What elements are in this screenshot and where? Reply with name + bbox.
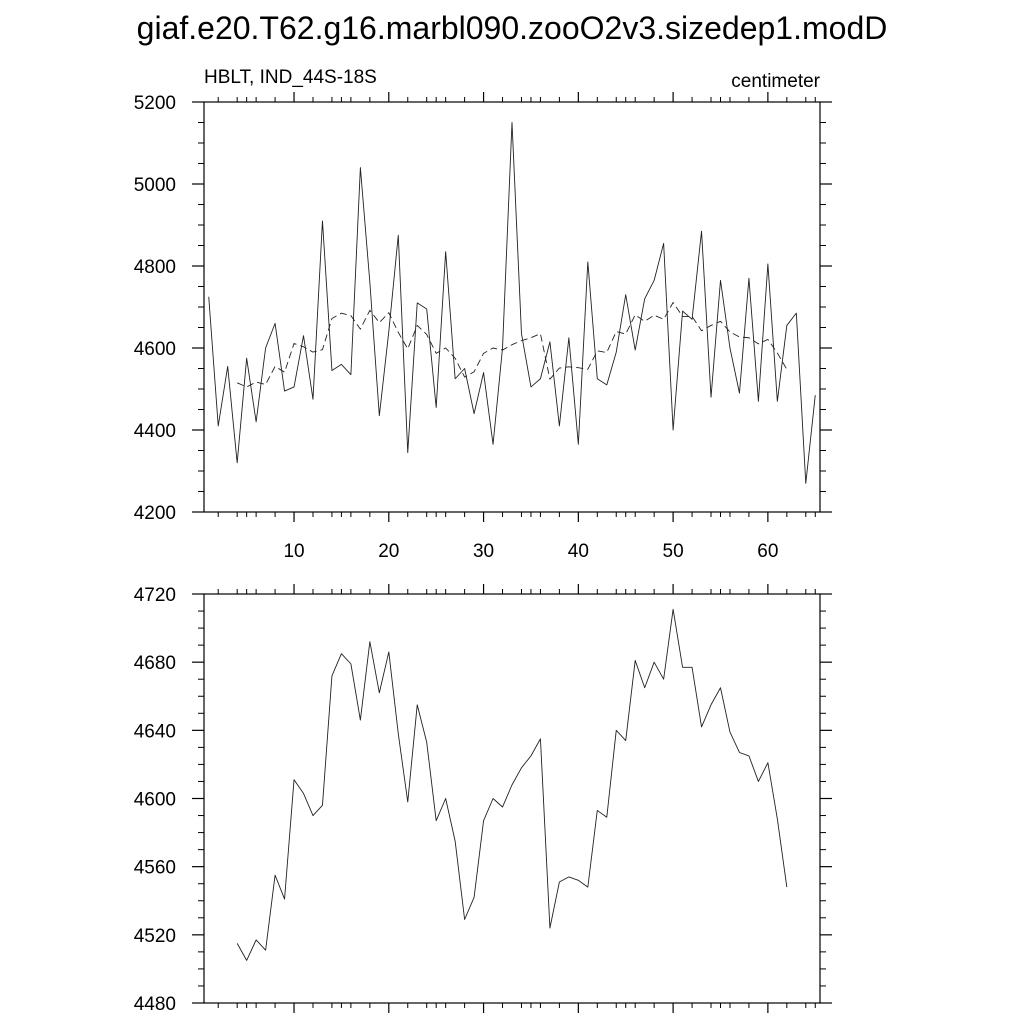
x-tick-label: 10 [283,541,305,562]
x-tick-label: 40 [567,541,589,562]
x-tick-label: 50 [662,541,684,562]
y-tick-label: 4680 [133,653,176,675]
y-tick-label: 4520 [133,925,176,947]
y-tick-label: 4200 [133,503,176,524]
series-line-solid [237,609,787,960]
plot-frame [204,102,820,512]
x-tick-label: 20 [378,541,400,562]
chart-title: giaf.e20.T62.g16.marbl090.zooO2v3.sizedep1.modD [136,10,888,46]
y-tick-label: 4560 [133,857,176,879]
y-tick-label: 4600 [133,789,176,811]
x-tick-label: 30 [472,541,495,562]
bottom-panel [134,584,832,1015]
y-tick-label: 4400 [133,421,176,442]
top-panel-units-label: centimeter [731,71,820,92]
y-tick-label: 5000 [133,175,176,196]
y-tick-label: 4800 [133,257,176,278]
y-tick-label: 5200 [133,93,176,114]
y-tick-label: 4640 [133,721,176,743]
y-tick-label: 4720 [133,585,176,606]
series-line-dashed [237,302,787,386]
x-tick-label: 60 [757,541,779,562]
top-panel-left-label: HBLT, IND_44S-18S [204,67,377,88]
plot-frame [204,594,820,1003]
top-panel [134,67,832,562]
series-line-solid [209,123,816,484]
y-tick-label: 4600 [133,339,176,360]
y-tick-label: 4480 [133,994,176,1015]
